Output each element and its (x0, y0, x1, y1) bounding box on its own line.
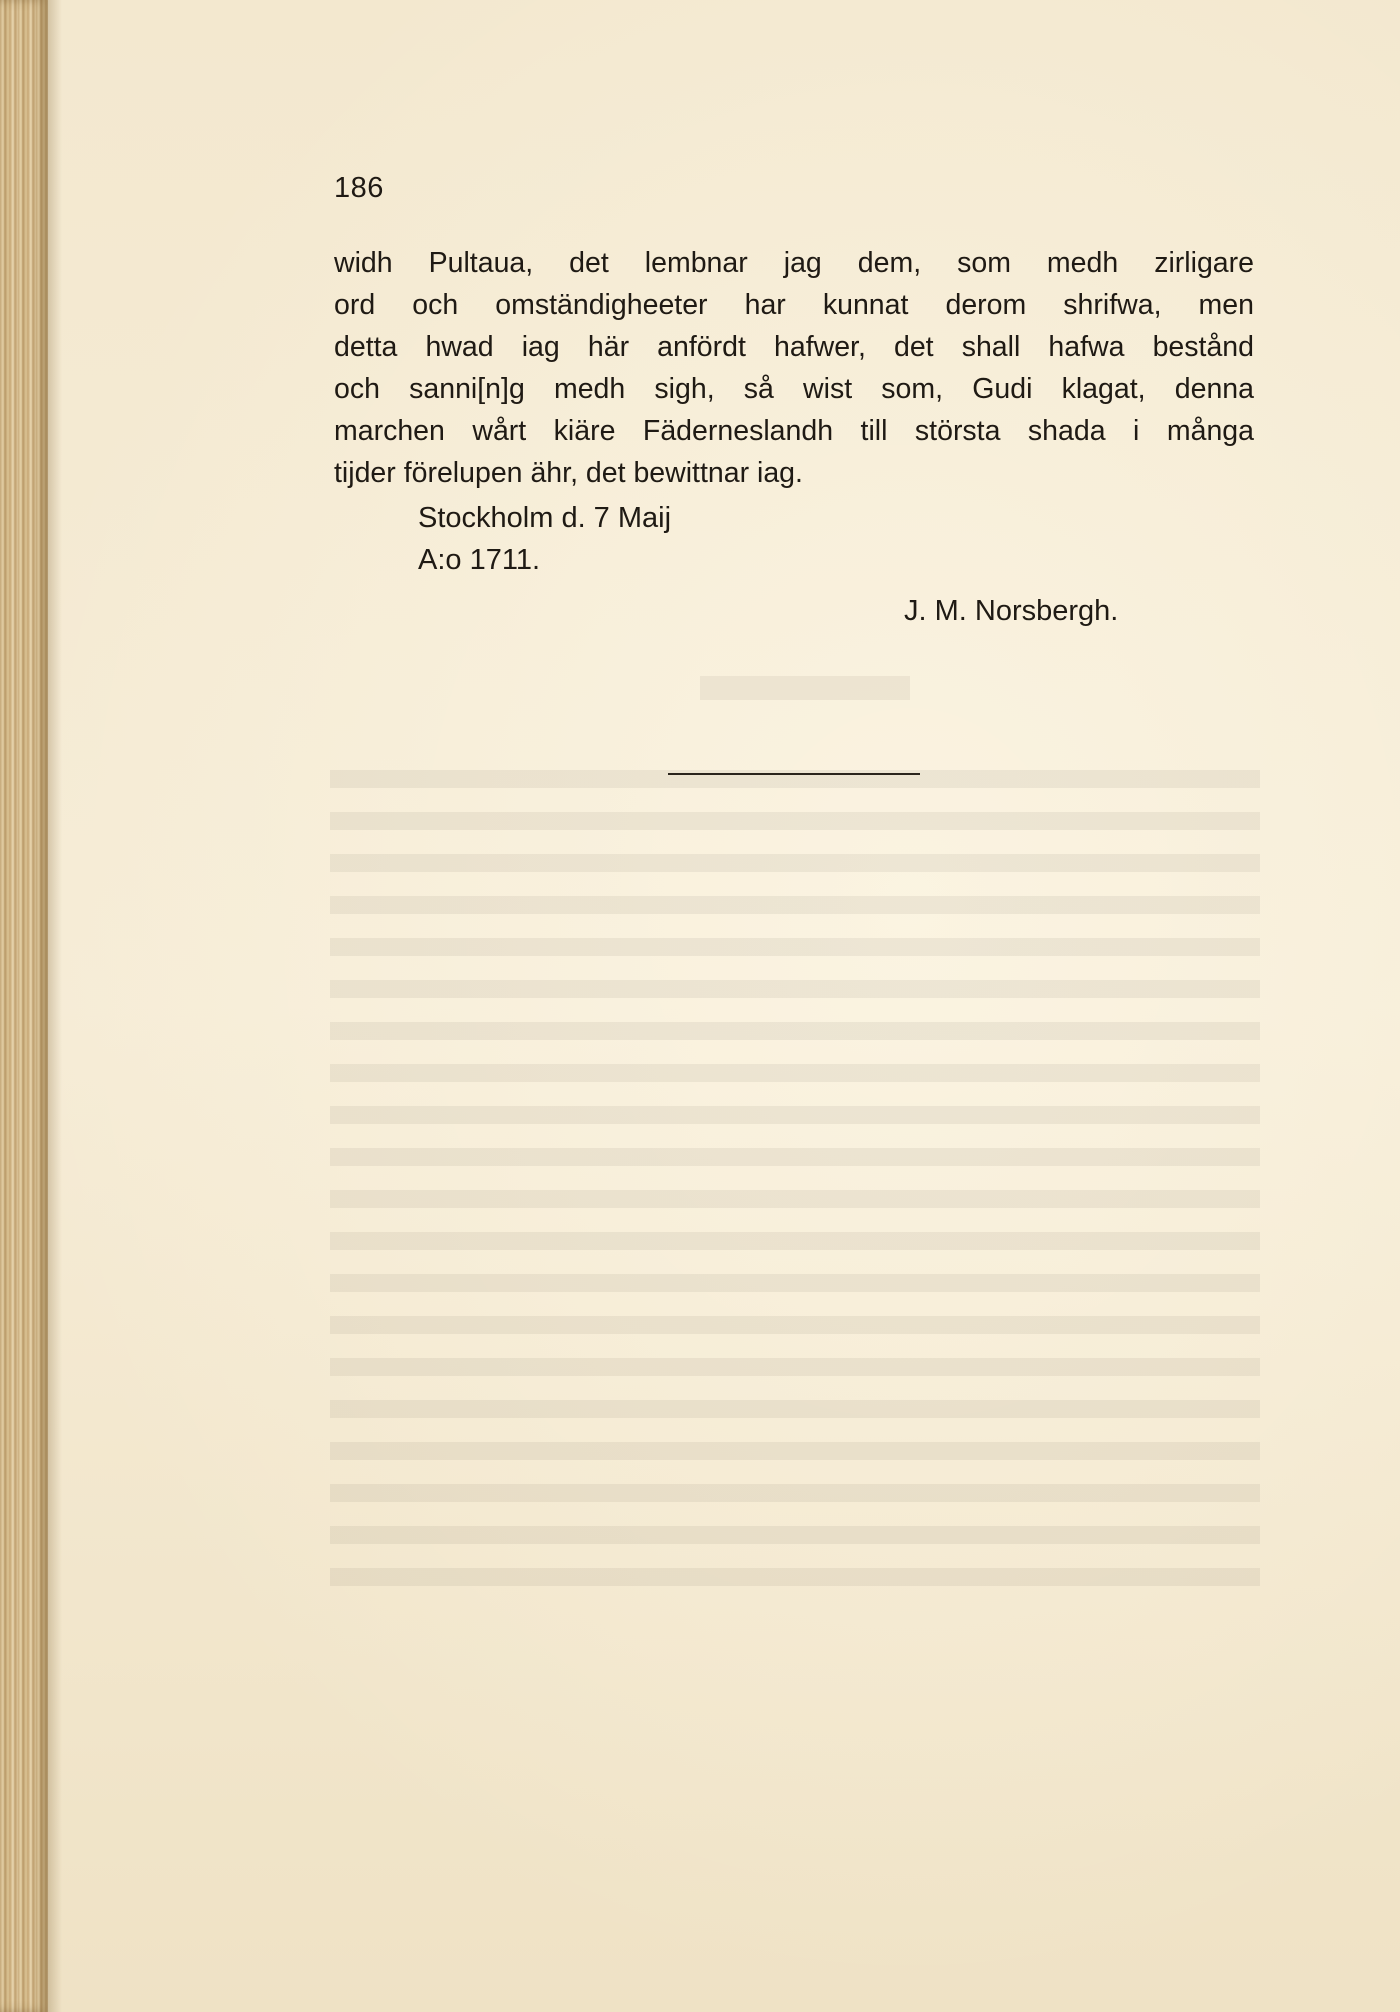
text-line: detta hwad iag här anfördt hafwer, det shall hafwa bestånd (334, 331, 1254, 363)
show-through-text (330, 770, 1260, 1610)
text-line: marchen wårt kiäre Fäderneslandh till största shada i många (334, 415, 1254, 447)
show-through-heading (700, 676, 910, 700)
book-spine-edge (0, 0, 48, 2012)
section-divider-rule (668, 773, 920, 775)
place-date: Stockholm d. 7 Maij (418, 502, 672, 534)
gutter-shadow (48, 0, 62, 2012)
page-number: 186 (334, 172, 384, 204)
text-line: widh Pultaua, det lembnar jag dem, som medh zirligare (334, 247, 1254, 279)
text-line: och sanni[n]g medh sigh, så wist som, Gudi klagat, denna (334, 373, 1254, 405)
signature: J. M. Norsbergh. (904, 595, 1119, 627)
text-line: tijder förelupen ähr, det bewittnar iag. (334, 457, 803, 489)
year: A:o 1711. (418, 544, 541, 576)
body-paragraph (334, 242, 1254, 494)
text-line: ord och omständigheeter har kunnat derom shrifwa, men (334, 289, 1254, 321)
